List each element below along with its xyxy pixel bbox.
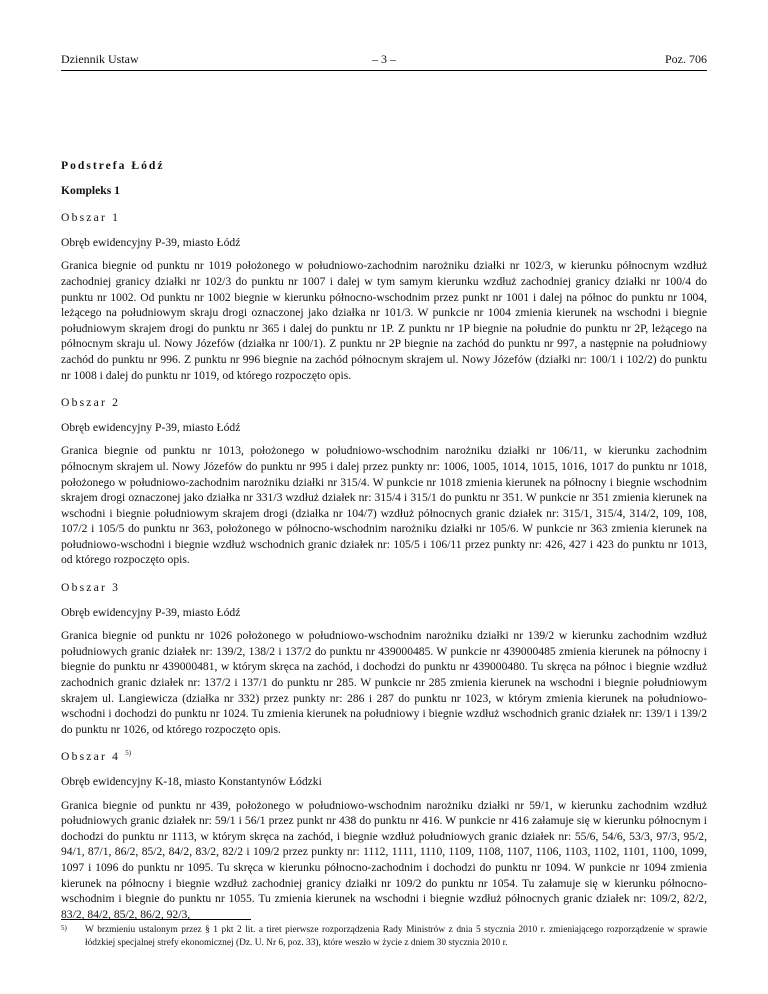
area-title: Obszar 2 [61, 396, 121, 410]
area-precinct: Obręb ewidencyjny K-18, miasto Konstantynów Łódzki [61, 775, 322, 788]
subzone-title: Podstrefa Łódź [61, 159, 165, 172]
position-number: Poz. 706 [665, 52, 707, 66]
footnote-ref: 5) [125, 749, 132, 758]
page-number: – 3 – [372, 52, 396, 66]
page-content [61, 158, 707, 931]
area-title: Obszar 4 $^{5)}$ [61, 749, 132, 764]
area-precinct: Obręb ewidencyjny P-39, miasto Łódź [61, 235, 241, 249]
footnote-text: W brzmieniu ustalonym przez § 1 pkt 2 lit. a tiret pierwsze rozporządzenia Rady Ministrów z dnia 5 stycznia 2010 r. zmieniającego rozporządzenie w sprawie łódzkiej specjalnej strefy ekonomicznej (Dz. U. Nr 6, poz. 33), które weszło w życie z dniem 30 stycznia 2010 r. [85, 925, 707, 948]
area-description: Granica biegnie od punktu nr 439, położonego w południowo-wschodnim narożniku działki nr 59/1, w kierunku zachodnim wzdłuż południowych granic działek nr: 59/1 i 56/1 przez punkt nr 438 do punktu nr 416. W punkcie nr 416 załamuje się w kierunku północnym i dochodzi do punktu nr 1113, w którym skręca na zachód, i biegnie wzdłuż południowych granic działek nr: 55/6, 54/6, 53/3, 97/3, 95/2, 94/1, 87/1, 86/2, 85/2, 84/2, 83/2, 82/2 i 109/2 przez punkty nr: 1112, 1111, 1110, 1109, 1108, 1107, 1106, 1103, 1102, 1101, 1100, 1099, 1097 i 1096 do punktu nr 1095. Tu skręca w kierunku północno-zachodnim i dochodzi do punktu nr 1094. W punkcie nr 1094 zmienia kierunek na północny i biegnie wzdłuż zachodniej granicy działki nr 109/2 do punktu nr 1054. Tu załamuje się w kierunku północno-wschodnim i biegnie do punktu nr 1055. Tu zmienia kierunek na wschodni i biegnie wzdłuż północnych granic działek nr: 109/2, 82/2, 83/2, 84/2, 85/2, 86/2, 92/3, [61, 798, 707, 921]
area-description: Granica biegnie od punktu nr 1019 położonego w południowo-zachodnim narożniku działki nr 102/3, w kierunku północnym wzdłuż zachodniej granicy działki nr 102/3 do punktu nr 1007 i dalej w tym samym kierunku wzdłuż zachodniej granicy działki nr 100/4 do punktu nr 1002. Od punktu nr 1002 biegnie w kierunku północno-wschodnim przez punkt nr 1001 i dalej na północ do punktu nr 1004, leżącego na południowym skraju drogi oznaczonej jako działka nr 101/3. W punkcie nr 1004 zmienia kierunek na wschodni i biegnie południowym skrajem drogi do punktu nr 365 i dalej do punktu nr 1P. Z punktu nr 1P biegnie na południe do punktu nr 2P, leżącego na północnym skraju ul. Nowy Józefów (działka nr 100/1). Z punktu nr 2P biegnie na zachód do punktu nr 997, a następnie na południowy zachód do punktu nr 996. Z punktu nr 996 biegnie na zachód północnym skrajem ul. Nowy Józefów (działki nr: 100/1 i 102/2) do punktu nr 1008 i dalej do punktu nr 1019, od którego rozpoczęto opis. [61, 259, 707, 382]
area-precinct: Obręb ewidencyjny P-39, miasto Łódź [61, 605, 241, 619]
area-section [61, 392, 707, 568]
area-description: Granica biegnie od punktu nr 1026 położonego w południowo-wschodnim narożniku działki nr 139/2 w kierunku zachodnim wzdłuż południowych granic działek nr: 139/2, 138/2 i 137/2 do punktu nr 439000485. W punkcie nr 439000485 zmienia kierunek na północny i biegnie do punktu nr 439000481, w którym skręca na zachód, i dochodzi do punktu nr 439000480. Tu skręca na północ i biegnie wzdłuż zachodnich granic działek nr: 137/2 i 137/1 do punktu nr 285. W punkcie nr 285 zmienia kierunek na wschodni i biegnie południowym skrajem ul. Langiewicza (działka nr 332) przez punkty nr: 286 i 287 do punktu nr 1023, w którym zmienia kierunek na południowo-wschodni i dochodzi do punktu nr 1024. Tu zmienia kierunek na południowy i biegnie wzdłuż wschodnich granic działek nr: 139/1 i 139/2 do punktu nr 1026, od którego rozpoczęto opis. [61, 629, 707, 736]
area-section [61, 207, 707, 383]
footnote-rule [61, 919, 251, 920]
area-precinct: Obręb ewidencyjny P-39, miasto Łódź [61, 420, 241, 434]
area-section [61, 746, 707, 922]
area-description: Granica biegnie od punktu nr 1013, położonego w południowo-wschodnim narożniku działki nr 106/11, w kierunku zachodnim północnym skrajem ul. Nowy Józefów do punktu nr 995 i dalej przez punkty nr: 1006, 1005, 1014, 1015, 1016, 1017 do punktu nr 1018, położonego w południowo-zachodnim narożniku działki nr 315/4. W punkcie nr 1018 zmienia kierunek na północny i biegnie wschodnim skrajem drogi oznaczonej jako działka nr 331/3 wzdłuż działek nr: 315/4 i 315/1 do punktu nr 351. W punkcie nr 351 zmienia kierunek na wschodni i biegnie południowym skrajem drogi (działka nr 104/7) wzdłuż północnych granic działek nr: 315/1, 315/4, 314/2, 109, 108, 107/2 i 105/5 do punktu nr 363, położonego w północno-wschodnim narożniku działki nr 105/6. W punkcie nr 363 zmienia kierunek na południowo-wschodni i biegnie wzdłuż wschodnich granic działek nr: 105/5 i 106/11 przez punkty nr: 426, 427 i 423 do punktu nr 1013, od którego rozpoczęto opis. [61, 444, 707, 567]
header-rule [61, 70, 707, 71]
area-title: Obszar 1 [61, 211, 121, 225]
area-section [61, 577, 707, 737]
page-header [61, 52, 707, 70]
area-title: Obszar 3 [61, 581, 121, 595]
complex-title: Kompleks 1 [61, 183, 120, 197]
footnote [61, 924, 707, 949]
journal-name: Dziennik Ustaw [61, 52, 139, 66]
footnote-mark: 5) [61, 924, 67, 932]
